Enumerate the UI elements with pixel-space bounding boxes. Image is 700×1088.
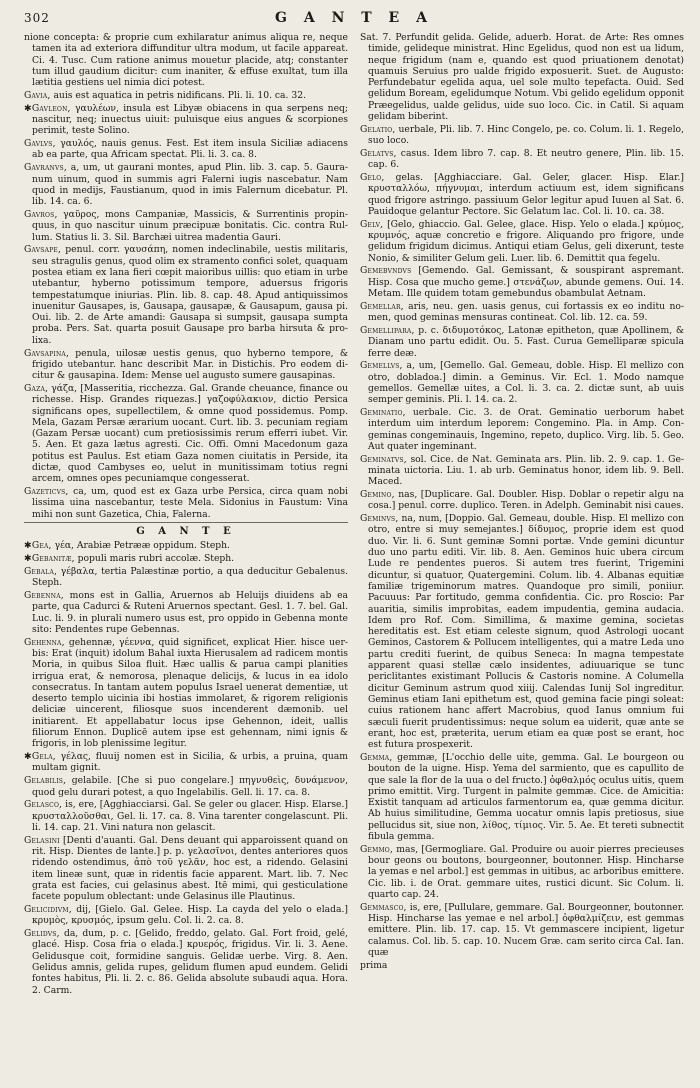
dictionary-entry [24,138,348,161]
entry-headword: Gelatvs, [360,147,397,159]
entry-text: sol. Cice. de Nat. Geminata ars. Plin. lib. 2. 9. cap. 1. Geminata uictoria. Liu. 1. ab urb. Geminatus honor, idem lib. 9. Bell. Maced. [368,453,684,488]
entry-headword: Gemellvs, [360,360,403,372]
entry-text: prima [360,959,388,971]
dictionary-entry [24,486,348,520]
entry-headword: Gelicidivm, [24,903,72,915]
entry-text: γαῦρος, mons Campaniæ, Massicis, & Surrentinis propinquus, in quo nascitur uinum præcipuæ bonitatis. Cic. contra Rullum. Statius li. 3. Sil. Barchæi uitrea madentia Gauri. [32,208,348,243]
entry-text: penula, uilosæ uestis genus, quo hyberno tempore, & frigido utebantur. hanc describit Mar. in Distichis. Pro eodem dicitur & gausapina. Idem: Mense uel augusto sumere gausapinas. [32,347,348,382]
dictionary-entry [360,32,684,122]
dictionary-entry [360,513,684,750]
entry-headword: ✱Gebanitæ, [24,553,75,565]
entry-text: da, dum, p. c. [Gelido, freddo, gelato. Gal. Fort froid, gelé, glacé. Hisp. Cosa fria o elada.] κρυερός, frigidus. Vir. li. 3. Aene. Gelidusque coit, formidine sanguis. Gelidæ uerbe. Virg. 8. Aen. Gelidus amnis, gelida rupes, gelidum flumen apud eundem. Gelidi fontes habitus, Pli. li. 2. c. 86. Gelida absolute subaudi aqua. Hora. 2. Carm. [32,928,348,996]
page-header [24,10,684,28]
entry-text: γέλας, fluuij nomen est in Sicilia, & urbis, a pruina, quam multam gignit. [32,751,348,774]
entry-headword: Gelv, [360,218,384,230]
entry-headword: Gelidvs, [24,928,60,940]
entry-headword: Gaza, [24,382,49,394]
entry-text: gehennæ, γέεννα, quid significet, explicat Hier. hisce uerbis: Erat (inquit) idolum Bahal iuxta Hierusalem ad radicem montis Moria, in quibus Siloa fluit. Hæc uallis & parua campi planities irrigua erat, & nemorosa, plenaque delicijs, & lucus in ea idolo consecratus. In tantam autem populus Israel uenerat dementiæ, ut deserto templo uicinia ibi hostias immolaret, & rigorem religionis deliciæ uincerent, filiosque suos incenderent dæmonib. uel initiarent. Et appellabatur locus ipse Gehennon, ideit, uallis filiorum Ennon. Duplicē autem ipse est gehennam, nimi ignis & frigoris, in lob plenissime legitur. [32,636,348,750]
entry-text: mas, [Germogliare. Gal. Produire ou auoir pierres precieuses bour geons ou boutons, bourgeonner, boutonner. Hisp. Hincharse la yemas e nel arbol.] est gemmas in uitibus, ac arboribus emittere. Cic. lib. i. de Orat. gemmare uites, rustici dicunt. Sic Colum. li. quarto cap. 24. [368,843,684,900]
entry-text: uerbale. Cic. 3. de Orat. Geminatio uerborum habet interdum uim interdum leporem: Congemino. Pla. in Amp. Congeminas congeminauis, Ingemino, repeto, duplico. Virg. lib. 5. Geo. Aut quater ingeminant. [368,407,684,452]
entry-text: aris, neu. gen. uasis genus, cui fortassis ex eo inditu nomen, quod geminas mensuras contineat. Col. lib. 12. ca. 59. [368,300,684,324]
entry-text: γέα, Arabiæ Petrææ oppidum. Steph. [54,540,230,552]
dictionary-entry [24,775,348,798]
entry-text: na, num, [Doppio. Gal. Gemeau, double. Hisp. El mellizo con otro, entre si muy semejantes.] δίδυμος, proprie idem est quod duo. Vir. li. 6. Sunt geminæ Somni portæ. Vnde gemini dicuntur duo uno partu editi. Vir. lib. 8. Aen. Geminos huic ubera circum Lude re pendentes pueros. Si autem tres fuerint, Trigemini dicuntur, si quatuor, Quatergemini. Colum. lib. 4. Albanas equitiæ familiæ trigeminorum matres. Quandoque pro simili, poniiur. Pacuuus: Par fortitudo, gemma confidentia. Cic. pro Roscio: Par auaritia, similis improbitas, eadem impudentia, gemina audacia. Idem pro Rof. Com. Simillima, & maxime gemina, societas hereditatis est. Est etiam celeste signum, quod Astrologi uocant Geminos, Castorem & Pollucem intelligentes, qui a matre Leda uno partu crediti fuerint, de quibus Seneca: In magna tempestate apparent quasi stellæ cælo insidentes, adiuuarique se tunc periclitantes existimant Pollucis & Castoris nomine. A Columella dicitur Geminum astrum quod xiiij. Calendas Iunij Sol ingreditur. Geminus etiam Iani epithetum est, quod gemina facie pingi soleat: cuius rationem hanc affert Macrobius, quod Ianus omnium fui sæculi fuerit prudentissimus: neque solum ea uiderit, quæ ante se erant, hoc est, præterita, uerum etiam ea quæ post se erant, hoc est futura prospexerit. [368,513,684,751]
dictionary-entry [360,902,684,958]
entry-text: [Denti d'auanti. Gal. Dens deuant qui apparoissent quand on rit. Hisp. Dientes de lante.] p. p. γελασῖνοι, dentes anteriores quos ridendo ostendimus, ἀπὸ τοῦ γελᾶν, hoc est, a ridendo. Gelasini item lineæ sunt, quæ in ridentis facie apparent. Mart. lib. 7. Nec grata est facies, cui gelasinus abest. Itē mimi, qui gesticulatione facete populum oblectant: unde Gelasinus ille Plautinus. [32,834,348,903]
entry-text: [Gemendo. Gal. Gemissant, & souspirant aspremant. Hisp. Cosa que mucho geme.] στενάζων, abunde gemens. Oui. 14. Metam. Ille quidem totam gemebundus obambulat Aetnam. [368,265,684,300]
section-heading: G A N T E [136,525,236,537]
entry-text: a, um, [Gemello. Gal. Gemeau, doble. Hisp. El mellizo con otro, dobladoa.] dimin. a Geminus. Vir. Ecl. 1. Modo namque gemellos. Gemellæ uites, a Col. li. 3. ca. 2. dictæ sunt, ab uuis semper geminis. Pli. l. 14. ca. 2. [368,360,684,406]
entry-headword: Gebenna, [24,589,64,601]
entry-text: nione concepta: & proprie cum exhilaratur animus aliqua re, neque tamen ita ad exteriora diffunditur ultra modum, ut facile appareat. Ci. 4. Tusc. Cum ratione animus mouetur placide, atq; constanter tum illud gaudium dicitur: cum inaniter, & effuse exultat, tum illa lætitia gestiens uel nimia dici potest. [24,32,348,89]
running-title: G A N T E A [275,10,433,26]
entry-headword: Gemino, [360,489,395,501]
entry-headword: Gemma, [360,751,393,763]
entry-text: populi maris rubri accolæ. Steph. [77,553,235,565]
entry-headword: Gelabilis, [24,775,67,787]
entry-headword: Geminvs, [360,513,399,525]
entry-headword: ✱Gea, [24,540,52,552]
entry-text: ca, um, quod est ex Gaza urbe Persica, circa quam nobi lissima uina nascebantur, teste Mela. Sidonius in Faustum: Vina mihi non sunt Gazetica, Chia, Falerna. [32,486,348,520]
dictionary-entry [360,219,684,264]
entry-text: is, ere, [Pullulare, gemmare. Gal. Bourgeonner, boutonner. Hisp. Hincharse las yemae e nel arbol.] ὀφθαλμίζειν, est gemmas emittere. Plin. lib. 17. cap. 15. Vt gemmascere incipient, ligetur calamus. Col. lib. 5. cap. 10. Nucem Græ. cam serito circa Cal. Ian. quæ [368,901,684,958]
dictionary-entry [24,904,348,927]
entry-headword: Gavia, [24,89,51,101]
dictionary-entry [24,244,348,346]
entry-headword: Gemebvndvs [360,265,412,277]
entry-text: mons est in Gallia, Aruernos ab Heluijs diuidens ab ea parte, qua Cadurci & Ruteni Aruernos spectant. Gesl. 1. 7. bel. Gal. Luc. li. 9. in plurali numero usus est, pro oppido in Gebenna monte sito: Pendentes rupe Gebennas. [32,589,348,635]
page-number: 302 [24,11,50,25]
two-column-body [24,32,684,1076]
dictionary-entry [24,751,348,774]
entry-text: auis est aquatica in petris nidificans. Pli. li. 10. ca. 32. [53,89,306,101]
dictionary-entry [24,209,348,243]
entry-text: γαυλέων, insula est Libyæ obiacens in qua serpens neq; nascitur, neq; inuectus uiuit: puluisque eius angues & scorpiones perimit, teste Solino. [32,102,348,137]
dictionary-entry [24,103,348,137]
dictionary-entry [24,540,348,551]
dictionary-entry [360,325,684,359]
dictionary-entry [24,637,348,750]
entry-headword: Gavsape, [24,244,62,256]
entry-text: γάζα, [Masseritia, ricchezza. Gal. Grande cheuance, finance ou richesse. Hisp. Grandes riquezas.] γαζοφύλακιον, dictio Persica significans opes, supellectilem, & omne quod possidemus. Pomp. Mela, Gazam Persæ ærarium uocant. Curt. lib. 3. pecuniam regiam (Gazam Persæ uocant) cum pretiosissimis rerum efferri iubet. Vir. 5. Aen. Et gaza lætus agresti. Cic. Offi. Omni Macedonum gaza potitus est Paulus. Est etiam Gaza nomen ciuitatis in Perside, ita dictæ, quod Cambyses eo, uelut in munitissimam totius regni arcem, omnes opes pecuniamque congesserat. [32,382,348,485]
entry-text: p. c. διδυμοτόκος, Latonæ epitheton, quæ Apollinem, & Dianam uno partu edidit. Ou. 5. Fast. Curua Gemelliparæ spicula ferre deæ. [368,324,684,359]
entry-headword: Gemmo, [360,843,394,855]
dictionary-entry [360,265,684,299]
dictionary-entry [24,566,348,589]
dictionary-entry [360,148,684,171]
entry-text: gelas. [Agghiacciare. Gal. Geler, glacer. Hisp. Elar.] κρυσταλλόω, πήγνυμαι, interdum actiuum est, idem significans quod frigore astringo. passiuum Gelor legitur apud Iuuen al Sat. 6. Pauidoque gelantur Pectore. Sic Gelatum lac. Col. li. 10. ca. 38. [368,172,684,217]
entry-headword: Gazeticvs, [24,486,69,498]
dictionary-entry [360,407,684,452]
dictionary-entry [360,960,684,971]
dictionary-entry [360,360,684,405]
entry-text: gemmæ, [L'occhio delle uite, gemma. Gal. Le bourgeon ou bouton de la uigne. Hisp. Yema del sarmiento, que es capullito de que sale la flor de la uua o del fructo.] ὀφθαλμός oculus uitis, quem primo emittit. Virg. Turgent in palmite gemmæ. Cice. de Amicitia: Existit tanquam ad articulos farmentorum ea, quæ gemma dicitur. Ab huius similitudine, Gemma uocatur omnis lapis pretiosus, siue pellucidus sit, siue non, λίθος, τίμιος. Vir. 5. Ae. Et tereti subnectit fibula gemma. [368,751,684,842]
dictionary-entry [360,844,684,900]
entry-text: gelabile. [Che si puo congelare.] πηγνυθεὶς, δυνάμενον, quod gelu durari potest, a quo Ingelabilis. Gell. li. 17. ca. 8. [32,775,348,798]
dictionary-entry [24,32,348,88]
right-column [360,32,684,1076]
entry-headword: Geminatvs, [360,453,407,465]
left-column [24,32,348,1076]
entry-text: γαυλός, nauis genus. Fest. Est item insula Siciliæ adiacens ab ea parte, qua Africam spectat. Pli. li. 3. ca. 8. [32,138,348,161]
dictionary-entry [24,928,348,996]
entry-headword: Gelasini [24,834,60,846]
entry-headword: Gavranvs, [24,162,67,174]
entry-headword: Gebala, [24,565,58,577]
dictionary-entry [360,301,684,324]
dictionary-entry [24,162,348,207]
entry-text: a, um, ut gaurani montes, apud Plin. lib. 3. cap. 5. Gauranum uinum, quod in summis agri Falerni iugis nascebatur. Nam quod in medijs, Faustianum, quod in imis Falernum dicebatur. Pl. lib. 14. ca. 6. [32,162,348,208]
entry-headword: Gelatio, [360,123,396,135]
entry-headword: Gemellar, [360,300,404,312]
entry-headword: Gavros, [24,208,58,220]
entry-headword: Gelo, [360,172,385,184]
entry-headword: Gelasco, [24,799,63,811]
dictionary-entry [24,799,348,833]
dictionary-entry [360,172,684,217]
dictionary-entry [24,835,348,903]
entry-headword: Gemmasco, [360,901,407,913]
entry-headword: Gavsapina, [24,347,70,359]
entry-text: uerbale, Pli. lib. 7. Hinc Congelo, pe. co. Colum. li. 1. Regelo, suo loco. [368,123,684,147]
entry-headword: Geminatio, [360,407,406,418]
entry-text: dij, [Gielo. Gal. Gelee. Hisp. La cayda del yelo o elada.] κρυμὸς, κρυσμός, ipsum gelu. Col. li. 2. ca. 8. [32,903,348,927]
entry-headword: ✱Gavleon, [24,102,71,114]
dictionary-entry [360,454,684,488]
entry-text: nas, [Duplicare. Gal. Doubler. Hisp. Doblar o repetir algu na cosa.] penul. corre. duplico. Teren. in Adelph. Geminabit nisi caues. [368,489,684,512]
entry-headword: Gehenna, [24,636,65,648]
dictionary-entry [360,752,684,842]
entry-text: Sat. 7. Perfundit gelida. Gelide, aduerb. Horat. de Arte: Res omnes timide, gelideque ministrat. Hinc Egelidus, quod non est ua lidum, neque frigidum (nam e, quando est quod priuationem denotat) quamuis Seruius pro ualde frigido exposuerit. Suet. de Augusto: Perfundebatur egelida aqua, uel sole multo tepefacta. Ouid. Sed gelidum Boream, egelidumque Notum. Vbi gelido egelidum opponit Præegelidus, ualde gelidus, uide suo loco. Cic. in Catil. Si aquam gelidam biberint. [360,32,684,123]
entry-text: is, ere, [Agghiacciarsi. Gal. Se geler ou glacer. Hisp. Elarse.] κρυσταλλοῦσθαι, Gel. li. 17. ca. 8. Vina tarenter congelascunt. Pli. li. 14. cap. 21. Vini natura non gelascit. [32,799,348,833]
entry-text: casus. Idem libro 7. cap. 8. Et neutro genere, Plin. lib. 15. cap. 6. [368,147,684,171]
section-rule [24,522,348,523]
dictionary-entry [24,553,348,564]
dictionary-entry [24,348,348,382]
dictionary-entry [24,383,348,485]
dictionary-entry [24,90,348,101]
dictionary-entry [360,489,684,512]
entry-headword: Gavlvs, [24,138,56,150]
entry-text: γέβαλα, tertia Palæstinæ portio, a qua deducitur Gebalenus. Steph. [32,565,348,589]
entry-headword: Gemellipara, [360,324,415,336]
entry-headword: ✱Gela, [24,751,56,763]
dictionary-entry [24,590,348,635]
entry-text: penul. corr. γαυσάπη, nomen indeclinabile, uestis militaris, seu stragulis genus, quod olim ex stramento confici solet, quaquam postea etiam ex lana fieri cœpit maioribus uillis: quo etiam in urbe utebantur, hyberno potissimum tempore, aduersus frigoris tempestatumque iniurias. Plin. lib. 8. cap. 48. Apud antiquissimos inuenitur Gausapes, is, Gausapa, gausapæ, & Gausapum, gausa pi. Oui. lib. 2. de Arte amandi: Gausapa si sumpsit, gausapa sumpta proba. Pers. Sat. quarta posuit Gausape pro barba hirsuta & prolixa. [32,244,348,346]
entry-text: [Gelo, ghiaccio. Gal. Gelee, glace. Hisp. Yelo o elada.] κρύμος, κρυμνός, aquæ concretio e frigore. Aliquando pro frigore, unde gelidum frigidum dicimus. Antiqui etiam Gelus, geli dixerunt, teste Nonio, & similiter Gelum geli. Luer. lib. 6. Demittit qua fegelu. [368,218,684,264]
dictionary-entry [360,124,684,147]
